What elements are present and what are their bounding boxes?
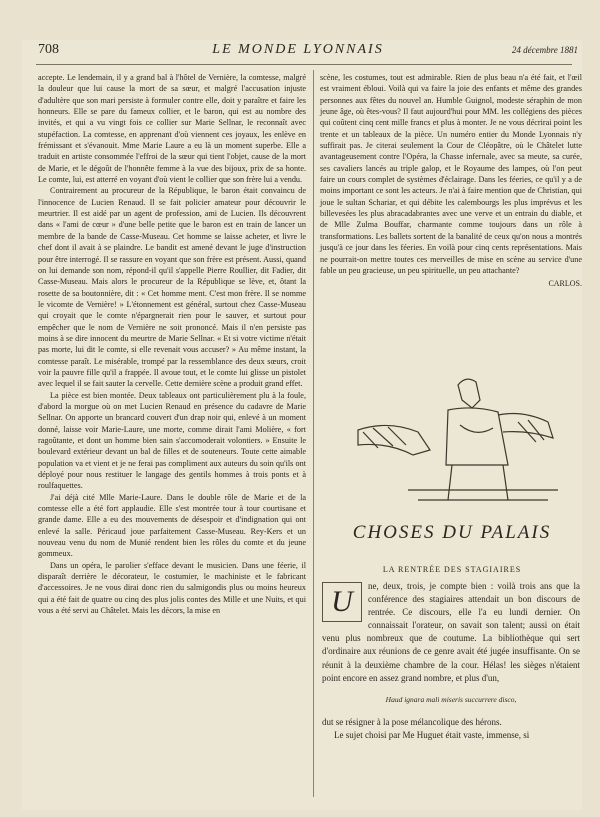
- palais-paragraph-3: Le sujet choisi par Me Huguet était vaste, immense, si: [334, 729, 530, 740]
- masthead-title: LE MONDE LYONNAIS: [212, 42, 384, 57]
- right-paragraph-1: scène, les costumes, tout est admirable. Rien de plus beau n'a été fait, et l'œil est vraiment ébloui. Voilà qui va faire la joie des enfants et même des grandes personnes aux fêtes du nouvel an. Humble Guignol, modeste séraphin de mon jeune âge, où êtes-vous? Il faut aujourd'hui pour MM. les collégiens des pièces qui coûtent cinq cent mille francs et plus à monter. Je ne vous décrirai point les trente et un tableaux de la pièce. Un numéro entier du Monde Lyonnais n'y suffirait pas. Je citerai seulement la Cour de Cléopâtre, où le Châtelet lutte avantageusement contre l'Opéra, la Chasse infernale, avec sa meute, sa curée, ses cavaliers lancés au triple galop, et le Royaume des lampes, où l'on peut faire un cours complet de systèmes d'éclairage. Dans les féeries, ce qu'il y a de moins important ce sont les acteurs. Je n'ai à faire mention que de Christian, qui joue le sultan Schariar, et qui débite les calembourgs les plus imprévus et les billevesées les plus abracadabrantes avec une verve et un entrain du diable, et de Mlle Zulma Bouffar, charmante comme toujours dans un rôle à transformations. Les ballets sortent de la banalité de ceux qu'on nous a montrés jusqu'à ce jour dans les féeries. En voilà pour cinq cents représentations. Mais ne pourrait-on mettre toutes ces merveilles de mise en scène au service d'une fable un peu gracieuse, un peu spirituelle, un peu attachante?: [320, 73, 582, 275]
- author-signature: CARLOS.: [548, 279, 582, 289]
- column-divider: [313, 70, 314, 797]
- left-paragraph-4: J'ai déjà cité Mlle Marie-Laure. Dans le double rôle de Marie et de la comtesse elle a été fort applaudie. Elle s'est montrée tour à tour courtisane et grande dame. Elle a eu des mouvements de désespoir et d'indignation qui ont enlevé la salle. Péricaud joue parfaitement Casse-Museau. Rey-Kers et un nouveau venu du nom de Munié rendent bien les rôles du comte et du jeune gommeux.: [38, 492, 306, 559]
- left-paragraph-2: Contrairement au procureur de la République, le baron était convaincu de l'innocence de Lucien Renaud. Il se fait policier amateur pour découvrir le meurtrier. Il est aidé par un agent de profession, ami de Lucien. Ils découvrent dans « l'ami de cœur » d'une belle petite que le baron est en train de lancer un membre de la bande de Casse-Museau. Cet homme se laisse acheter, et livre le chef dont il avait à se plaindre. Le bandit est amené devant le juge d'instruction pour être interrogé. Il se rassure en voyant que son frère est présent. Aussi, quand on lui demande son nom, répond-il qu'il s'appelle Pierre Roullier, dit Fadier, dit Casse-Museau. Mais alors le procureur de la République se lève, et, ôtant la rosette de sa boutonnière, dit : « Cet homme ment. C'est mon frère. Il se nomme le vicomte de Vernière! » L'étonnement est général, surtout chez Casse-Museau qui croyait que le comte n'épargnerait rien pour le sauver, et surtout pour empêcher que le nom de Vernière ne soit prononcé. Mais il n'en persiste pas moins à se dire innocent du meurtre de Marie Sellnar. « Et si votre victime n'était pas morte, lui dit le comte, si elle revenait vous accuser? » Au même instant, la comtesse paraît. Le misérable, trompé par la ressemblance des deux sœurs, croit voir la pauvre fille qu'il a frappée. Il avoue tout, et le comte lui glisse un pistolet avec lequel il se fait sauter la cervelle. Cette dernière scène a produit grand effet.: [38, 186, 306, 389]
- page-number: 708: [38, 42, 59, 57]
- palais-paragraph-2: dut se résigner à la pose mélancolique des hérons.: [322, 716, 502, 727]
- header-rule: [36, 64, 572, 65]
- right-column: [320, 72, 582, 290]
- latin-quote: Haud ignara mali miseris succurrere disco,: [385, 694, 517, 704]
- palais-paragraph-1: ne, deux, trois, je compte bien : voilà trois ans que la conférence des stagiaires attendait un bon discours de rentrée. Ce discours, elle l'a eu lundi dernier. On connaissait l'orateur, on savait son talent; aussi on était venu plus nombreux que de coutume. La bibliothèque qui sert d'ordinaire aux réunions de ce genre avait été jugée insuffisante. On se réunit à la deuxième chambre de la cour. Hélas! les sièges n'étaient point encore en assez grand nombre, et plus d'un,: [322, 581, 580, 683]
- page-header: [38, 42, 578, 62]
- left-paragraph-5: Dans un opéra, le parolier s'efface devant le musicien. Dans une féerie, il disparaît derrière le décorateur, le costumier, le machiniste et le fabricant d'accessoires. Je ne vous dirai donc rien du salmigondis plus ou moins heureux qui a été fait de quatre ou cinq des plus jolis contes des Mille et une Nuits, et qui vous a été servi au Châtelet. Mais les décors, la mise en: [38, 560, 306, 616]
- left-paragraph-3: La pièce est bien montée. Deux tableaux ont particulièrement plu à la foule, d'abord la morgue où on met Lucien Renaud en présence du cadavre de Marie Sellnar. On apporte un brancard couvert d'un drap noir qui, enlevé à un moment donné, laisse voir Marie-Laure, une morte, comme dirait l'ami Molière, « fort ragoûtante, et dont un homme bien sain s'accomoderait volontiers. » Ensuite le boulevard extérieur devant un bal de filles et de souteneurs. Toute cette aimable population va et vient et je ne ferai pas compliment aux auteurs du soin qu'ils ont déployé pour nous restituer le langage des gentils hommes à trois ponts et à roulfaquettes.: [38, 390, 306, 491]
- cartoon-illustration: [348, 370, 568, 515]
- issue-date: 24 décembre 1881: [511, 45, 578, 55]
- left-column: [38, 72, 306, 617]
- section-subtitle: LA RENTRÉE DES STAGIAIRES: [382, 565, 522, 574]
- drop-cap: U: [322, 582, 362, 622]
- section-title: CHOSES DU PALAIS: [352, 522, 552, 543]
- palais-article: [322, 580, 580, 742]
- left-paragraph-1: accepte. Le lendemain, il y a grand bal à l'hôtel de Vernière, la comtesse, malgré la douleur que lui cause la mort de sa sœur, et malgré l'accusation injuste d'adultère que son mari persiste à formuler contre elle, doit y paraître et faire les honneurs. Elle se pare du fameux collier, et le baron, qui est au nombre des invités, et qui a vu vingt fois ce collier sur Marie Sellnar, le reconnaît avec stupéfaction. La comtesse, en apprenant d'où viennent ces joyaux, les enlève en frémissant et s'évanouit. Mme Marie Laure a eu là un moment superbe. Elle a traduit en artiste consommée l'effroi de la sœur qui tient l'objet, cause de la mort de Marie, et le dégoût de l'honnête femme à la vue des bijoux, prix de sa honte. Le comte, lui, est atterré en voyant d'où vient le collier que son frère lui a vendu.: [38, 73, 306, 185]
